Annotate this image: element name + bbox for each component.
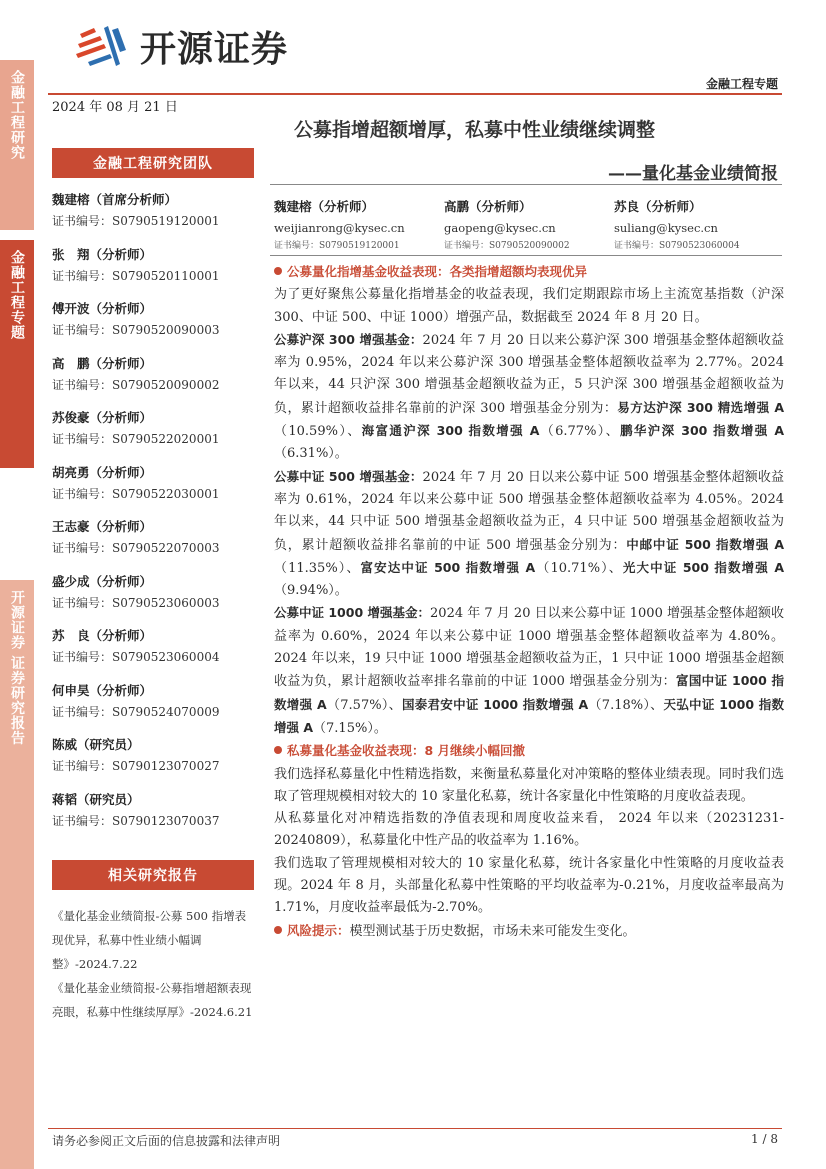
member-name: 苏俊豪（分析师） — [52, 410, 153, 425]
author-email[interactable]: gaopeng@kysec.cn — [444, 221, 556, 235]
strip-segment-topic — [0, 240, 34, 468]
header-divider — [48, 93, 782, 95]
report-title: 公募指增超额增厚，私募中性业绩继续调整 — [294, 119, 656, 141]
team-member — [52, 518, 257, 573]
risk-text: 模型测试基于历史数据，市场未来可能发生变化。 — [349, 923, 636, 939]
fund-return: （6.77%）、 — [539, 424, 621, 440]
author-cert: 证书编号：S0790523060004 — [614, 241, 740, 251]
strip-segment-company — [0, 580, 34, 1169]
report-body — [274, 261, 784, 943]
paragraph-label: 公募中证 1000 增强基金： — [274, 605, 431, 621]
member-name: 盛少成（分析师） — [52, 573, 153, 589]
bullet-icon — [274, 926, 282, 934]
title-divider — [270, 184, 782, 185]
team-member — [52, 464, 257, 519]
member-name: 蒋韬（研究员） — [52, 791, 140, 807]
team-member — [52, 355, 257, 410]
member-cert: 证书编号：S0790522070003 — [52, 541, 220, 555]
related-reports-banner: 相关研究报告 — [52, 860, 254, 890]
fund-name: 富国中证 1000 指数增强 A — [274, 673, 784, 712]
related-report-link[interactable]: 《量化基金业绩简报-公募 500 指增表现优异，私募中性业绩小幅调整》-2024.7.22 — [52, 909, 247, 971]
member-cert: 证书编号：S0790123070037 — [52, 813, 220, 828]
team-banner: 金融工程研究团队 — [52, 148, 254, 178]
member-cert: 证书编号：S0790520090003 — [52, 323, 220, 337]
fund-return: （7.15%）。 — [313, 720, 387, 736]
member-cert: 证书编号：S0790522020001 — [52, 432, 220, 446]
fund-name: 富安达中证 500 指数增强 A — [360, 559, 536, 575]
author-block — [274, 198, 784, 252]
team-member — [52, 791, 257, 846]
related-report-link[interactable]: 《量化基金业绩简报-公募指增超额表现亮眼，私募中性继续厚厚》-2024.6.21 — [52, 981, 253, 1019]
section-heading — [274, 261, 784, 284]
fund-return: （6.31%）。 — [274, 446, 348, 462]
fund-name: 易方达沪深 300 精选增强 A — [617, 399, 785, 415]
author-divider — [270, 255, 782, 256]
fund-return: （11.35%）、 — [274, 560, 361, 576]
strip-label-topic: 金融工程专题 — [9, 250, 25, 340]
team-member — [52, 300, 257, 355]
member-cert: 证书编号：S0790519120001 — [52, 214, 220, 228]
paragraph: 从私募量化对冲精选指数的净值表现和周度收益来看， 2024 年以来（20231231-20240809），私募量化中性产品的收益率为 1.16%。 — [274, 811, 784, 849]
member-name: 陈威（研究员） — [52, 737, 140, 752]
author-name: 苏良（分析师） — [614, 199, 702, 214]
team-member — [52, 191, 257, 246]
member-cert: 证书编号：S0790523060003 — [52, 595, 220, 610]
report-date: 2024 年 08 月 21 日 — [52, 100, 178, 115]
member-name: 胡亮勇（分析师） — [52, 464, 153, 480]
risk-label: 风险提示： — [287, 922, 350, 938]
author-cert: 证书编号：S0790520090002 — [444, 241, 570, 251]
paragraph-text: 2024 年 7 月 20 日以来公募中证 500 增强基金整体超额收益率为 0.61%，2024 年以来公募中证 500 增强基金整体超额收益率为 4.05%。2024 年以来，44 只中证 500 增强基金超额收益为正，4 只中证 500 增强基金超额收益为负，累计超额收益排名靠前的中证 500 增强基金分别为： — [274, 469, 785, 553]
fund-name: 中邮中证 500 指数增强 A — [626, 536, 785, 552]
logo-text: 开源证券 — [140, 28, 289, 70]
fund-name: 天弘中证 1000 指数增强 A — [274, 696, 784, 735]
fund-return: （10.71%）、 — [535, 560, 623, 576]
member-cert: 证书编号：S0790522030001 — [52, 486, 220, 501]
section-heading-text: 私募量化基金收益表现：8 月继续小幅回撤 — [287, 743, 526, 759]
report-subtitle: ——量化基金业绩简报 — [608, 164, 778, 184]
team-member — [52, 246, 257, 301]
side-strip — [0, 0, 34, 1169]
paragraph: 我们选择私募量化中性精选指数，来衡量私募量化对冲策略的整体业绩表现。同时我们选取了管理规模相对较大的 10 家量化私募，统计各家量化中性策略的月度收益表现。 — [274, 766, 784, 804]
paragraph-label: 公募中证 500 增强基金： — [274, 468, 423, 484]
logo-mark-icon — [74, 20, 132, 72]
fund-name: 光大中证 500 指数增强 A — [622, 559, 784, 575]
report-type-tag: 金融工程专题 — [705, 77, 778, 91]
team-list — [52, 191, 257, 845]
fund-name: 鹏华沪深 300 指数增强 A — [620, 423, 784, 439]
author-name: 高鹏（分析师） — [444, 199, 532, 214]
paragraph-label: 公募沪深 300 增强基金： — [274, 331, 423, 347]
section-heading-text: 公募量化指增基金收益表现：各类指增超额均表现优异 — [287, 264, 588, 279]
fund-name: 海富通沪深 300 指数增强 A — [361, 423, 540, 439]
fund-return: （10.59%）、 — [274, 424, 362, 440]
member-cert: 证书编号：S0790520110001 — [52, 268, 220, 283]
paragraph-zz500 — [274, 466, 784, 603]
team-member — [52, 682, 257, 737]
paragraph-hs300 — [274, 329, 784, 466]
strip-segment-research — [0, 60, 34, 230]
fund-name: 国泰君安中证 1000 指数增强 A — [401, 696, 589, 712]
fund-return: （7.18%）、 — [588, 697, 664, 713]
member-name: 何申昊（分析师） — [52, 682, 153, 698]
related-reports-list — [52, 904, 257, 1024]
author — [614, 198, 784, 252]
paragraph-zz1000 — [274, 602, 784, 740]
page-number: 1 / 8 — [751, 1132, 778, 1146]
team-member — [52, 627, 257, 682]
team-member — [52, 736, 257, 791]
paragraph-text: 2024 年 7 月 20 日以来公募中证 1000 增强基金整体超额收益率为 0.60%，2024 年以来公募中证 1000 增强基金整体超额收益率为 4.80%。2024 年以来，19 只中证 1000 增强基金超额收益为正，1 只中证 1000 增强基金超额收益为负，累计超额收益率排名靠前的中证 1000 增强基金分别为： — [274, 606, 784, 690]
paragraph: 为了更好聚焦公募量化指增基金的收益表现，我们定期跟踪市场上主流宽基指数（沪深 300、中证 500、中证 1000）增强产品，数据截至 2024 年 8 月 20 日。 — [274, 287, 784, 325]
footer-disclaimer: 请务必参阅正文后面的信息披露和法律声明 — [52, 1134, 281, 1148]
author-email[interactable]: suliang@kysec.cn — [614, 221, 718, 235]
member-name: 高 鹏（分析师） — [52, 355, 153, 371]
author-name: 魏建榕（分析师） — [274, 199, 375, 214]
strip-label-company: 开源证券 证券研究报告 — [9, 590, 25, 746]
member-name: 张 翔（分析师） — [52, 246, 153, 262]
risk-warning — [274, 920, 784, 943]
company-logo — [74, 20, 288, 72]
section-heading — [274, 740, 784, 763]
member-name: 苏 良（分析师） — [52, 628, 153, 643]
footer-divider — [48, 1128, 782, 1129]
bullet-icon — [274, 267, 282, 275]
bullet-icon — [274, 746, 282, 754]
paragraph: 我们选取了管理规模相对较大的 10 家量化私募，统计各家量化中性策略的月度收益表现。2024 年 8 月，头部量化私募中性策略的平均收益率为-0.21%，月度收益率最高为 1.71%，月度收益率最低为-2.70%。 — [274, 855, 784, 916]
fund-return: （9.94%）。 — [274, 583, 348, 599]
author-cert: 证书编号：S0790519120001 — [274, 241, 400, 251]
author — [444, 198, 614, 252]
team-member — [52, 573, 257, 628]
member-cert: 证书编号：S0790524070009 — [52, 704, 220, 719]
member-name: 魏建榕（首席分析师） — [52, 192, 178, 207]
paragraph-text: 2024 年 7 月 20 日以来公募沪深 300 增强基金整体超额收益率为 0.95%，2024 年以来公募沪深 300 增强基金整体超额收益率为 2.77%。2024 年以来，44 只沪深 300 增强基金超额收益为正，5 只沪深 300 增强基金超额收益为负，累计超额收益排名靠前的沪深 300 增强基金分别为： — [274, 332, 785, 416]
member-cert: 证书编号：S0790123070027 — [52, 759, 220, 773]
member-cert: 证书编号：S0790523060004 — [52, 650, 220, 664]
author — [274, 198, 444, 252]
member-name: 傅开波（分析师） — [52, 301, 153, 316]
member-cert: 证书编号：S0790520090002 — [52, 377, 220, 392]
author-email[interactable]: weijianrong@kysec.cn — [274, 221, 405, 235]
fund-return: （7.57%）、 — [326, 697, 402, 713]
strip-label-research: 金融工程研究 — [9, 70, 25, 160]
team-member — [52, 409, 257, 464]
member-name: 王志豪（分析师） — [52, 519, 153, 534]
